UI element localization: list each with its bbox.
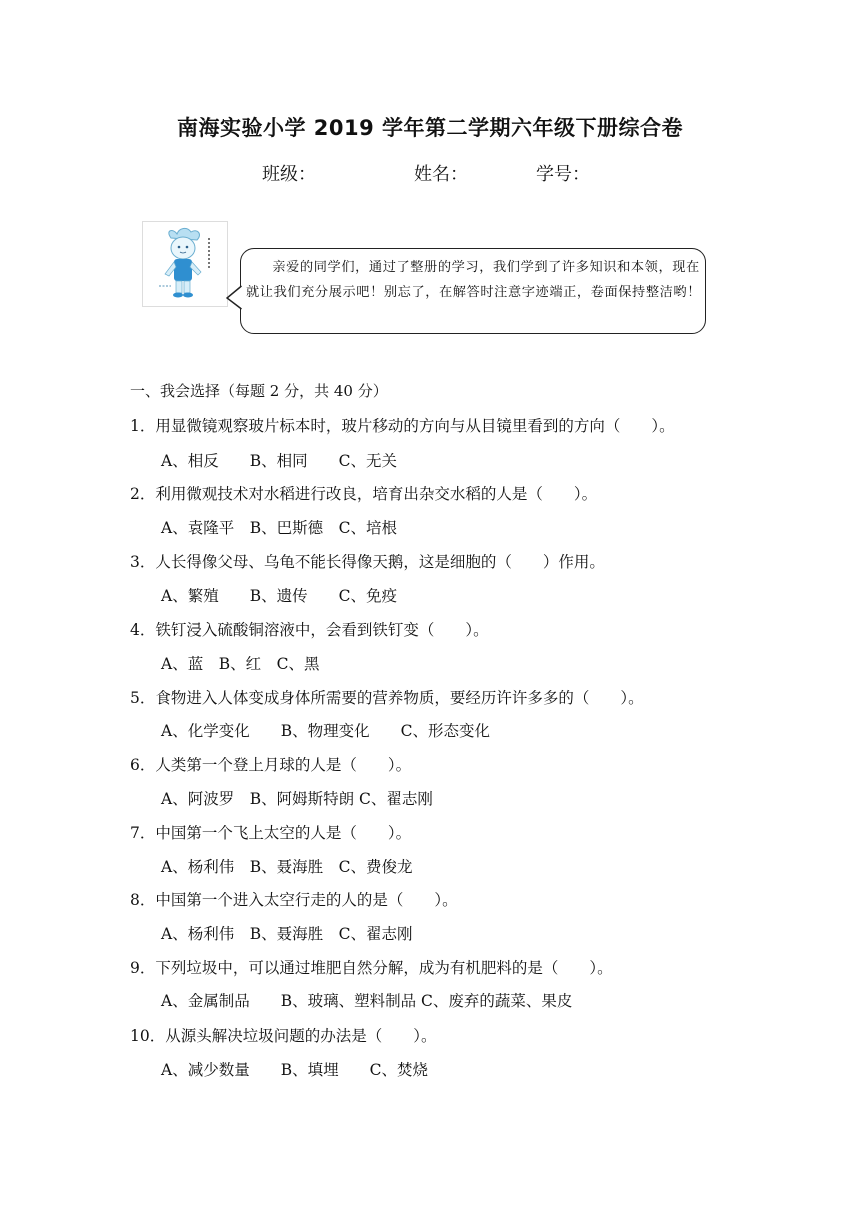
bubble-message: 亲爱的同学们，通过了整册的学习，我们学到了许多知识和本领，现在就让我们充分展示吧！别忘了，在解答时注意字迹端正，卷面保持整洁哟！ <box>246 260 701 300</box>
exam-title: 南海实验小学 2019 学年第二学期六年级下册综合卷 <box>176 116 684 140</box>
options-9: A、金属制品 B、玻璃、塑料制品 C、废弃的蔬菜、果皮 <box>161 992 573 1010</box>
section-heading: 一、我会选择（每题 2 分，共 40 分） <box>130 382 388 400</box>
options-8: A、杨利伟 B、聂海胜 C、翟志刚 <box>161 925 413 943</box>
name-label: 姓名： <box>414 164 468 185</box>
options-6: A、阿波罗 B、阿姆斯特朗 C、翟志刚 <box>161 790 433 808</box>
mascot-image <box>142 221 228 307</box>
question-4: 4．铁钉浸入硫酸铜溶液中，会看到铁钉变（ ）。 <box>130 621 489 639</box>
question-6: 6．人类第一个登上月球的人是（ ）。 <box>130 756 412 774</box>
question-2: 2．利用微观技术对水稻进行改良，培育出杂交水稻的人是（ ）。 <box>130 485 598 503</box>
options-10: A、减少数量 B、填埋 C、焚烧 <box>161 1061 428 1079</box>
options-3: A、繁殖 B、遗传 C、免疫 <box>161 587 397 605</box>
question-7: 7．中国第一个飞上太空的人是（ ）。 <box>130 824 412 842</box>
speech-bubble-tail <box>226 285 244 311</box>
question-5: 5．食物进入人体变成身体所需要的营养物质，要经历许许多多的（ ）。 <box>130 689 644 707</box>
question-8: 8．中国第一个进入太空行走的人的是（ ）。 <box>130 891 458 909</box>
student-id-label: 学号： <box>536 164 590 185</box>
options-7: A、杨利伟 B、聂海胜 C、费俊龙 <box>161 858 413 876</box>
question-3: 3．人长得像父母、乌龟不能长得像天鹅，这是细胞的（ ）作用。 <box>130 553 605 571</box>
options-1: A、相反 B、相同 C、无关 <box>161 452 397 470</box>
mascot-figure <box>143 222 227 306</box>
question-9: 9．下列垃圾中，可以通过堆肥自然分解，成为有机肥料的是（ ）。 <box>130 959 613 977</box>
class-label: 班级： <box>262 164 316 185</box>
options-2: A、袁隆平 B、巴斯德 C、培根 <box>161 519 397 537</box>
options-4: A、蓝 B、红 C、黑 <box>161 655 320 673</box>
question-1: 1．用显微镜观察玻片标本时，玻片移动的方向与从目镜里看到的方向（ ）。 <box>130 417 675 435</box>
question-10: 10．从源头解决垃圾问题的办法是（ ）。 <box>130 1027 437 1045</box>
options-5: A、化学变化 B、物理变化 C、形态变化 <box>161 722 490 740</box>
